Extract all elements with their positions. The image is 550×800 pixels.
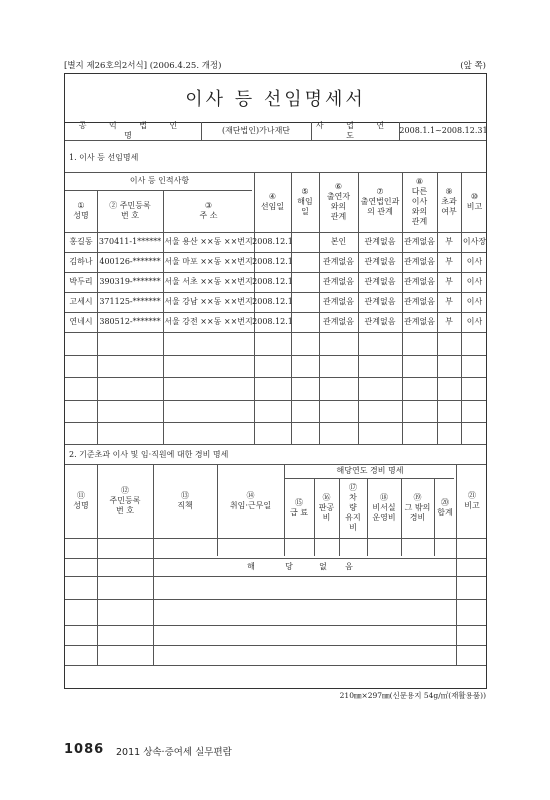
cell-id: 390319-*******: [99, 277, 161, 286]
cell-excess: 부: [445, 317, 453, 326]
cell-rel-other: 관계없음: [404, 257, 435, 266]
form-number: [별지 제26호의2서식] (2006.4.25. 개정): [64, 61, 222, 71]
cell-rel-corp: 관계없음: [364, 277, 396, 286]
cell-dismissed: [291, 312, 319, 332]
col-name-header: ① 성명: [73, 201, 89, 220]
col-address-header: ③ 주 소: [199, 201, 218, 220]
cell-rel-corp: 관계없음: [364, 297, 396, 306]
cell-appointed: 2008.12.1: [252, 237, 293, 246]
col-rel-other-header: ⑧ 다른 이사 와의 관계: [411, 177, 428, 226]
cell-note: 이사: [466, 297, 483, 306]
none-char-1: 해: [247, 562, 255, 571]
corp-name-label: 공 익 법 인 명: [78, 121, 188, 140]
corp-name-value: (재단법인)가나재단: [221, 126, 291, 135]
cell-rel-corp: 관계없음: [364, 237, 396, 246]
none-char-4: 음: [345, 562, 353, 571]
col-total-header: ⑳ 합계: [437, 498, 453, 517]
cell-rel-other: 관계없음: [404, 297, 435, 306]
cell-dismissed: [291, 292, 319, 312]
cell-rel-other: 관계없음: [404, 317, 435, 326]
cell-rel-corp: 관계없음: [364, 317, 396, 326]
cell-address: 서울 서초 ××동 ××번지: [164, 277, 253, 286]
cell-name: 김하나: [69, 257, 93, 266]
cell-excess: 부: [445, 297, 453, 306]
cell-dismissed: [291, 252, 319, 272]
cell-dismissed: [291, 232, 319, 252]
cell-id: 400126-*******: [99, 257, 161, 266]
page-side-label: (앞 쪽): [460, 61, 486, 71]
col-id-header: ② 주민등록 번 호: [109, 201, 151, 220]
col-rel-founder-header: ⑥ 출연자 와의 관계: [326, 182, 351, 221]
appointment-form: [64, 73, 487, 689]
cell-name: 연네시: [69, 317, 93, 326]
cell-id: 370411-1******: [98, 237, 162, 246]
cell-name: 박두리: [69, 277, 93, 286]
cell-rel-other: 관계없음: [404, 277, 435, 286]
cell-appointed: 2008.12.1: [252, 297, 293, 306]
cell-appointed: 2008.12.1: [252, 317, 293, 326]
col-name2-header: ⑪ 성명: [73, 491, 89, 510]
fiscal-year-value: 2008.1.1~2008.12.31: [399, 126, 488, 135]
col-salary-header: ⑮ 급 료: [290, 498, 308, 517]
section1-title: 1. 이사 등 선임명세: [69, 153, 139, 162]
col-dismissed-header: ⑤ 해임 일: [297, 187, 313, 216]
cell-note: 이사장: [462, 237, 487, 246]
expense-group-header: 해당연도 경비 명세: [336, 466, 404, 475]
cell-rel-founder: 관계없음: [323, 257, 354, 266]
book-title: 2011 상속·증여세 실무편람: [116, 747, 232, 758]
cell-excess: 부: [445, 257, 453, 266]
col-expense-account-header: ⑯ 판공 비: [318, 493, 335, 522]
cell-rel-founder: 관계없음: [323, 317, 354, 326]
cell-rel-other: 관계없음: [404, 237, 435, 246]
cell-excess: 부: [445, 237, 453, 246]
cell-note: 이사: [466, 277, 483, 286]
cell-dismissed: [291, 272, 319, 292]
col-secretary-header: ⑱ 비서실 운영비: [372, 493, 396, 522]
cell-appointed: 2008.12.1: [252, 257, 293, 266]
section2-title: 2. 기준초과 이사 및 임·직원에 대한 경비 명세: [69, 450, 229, 459]
cell-note: 이사: [466, 257, 483, 266]
col-rel-corp-header: ⑦ 출연법인과 의 관계: [360, 187, 400, 216]
col-vehicle-header: ⑰ 차 량 유지 비: [345, 483, 361, 532]
cell-rel-founder: 관계없음: [323, 277, 354, 286]
col-appointed-header: ④ 선임일: [260, 192, 285, 211]
cell-excess: 부: [445, 277, 453, 286]
cell-rel-founder: 본인: [330, 237, 347, 246]
cell-id: 380512-*******: [99, 317, 161, 326]
none-char-2: 당: [285, 562, 293, 571]
cell-rel-founder: 관계없음: [323, 297, 354, 306]
col-position-header: ⑬ 직책: [177, 491, 193, 510]
cell-id: 371125-*******: [99, 297, 161, 306]
none-char-3: 없: [319, 562, 327, 571]
personal-info-header: 이사 등 인적사항: [129, 176, 190, 185]
page-number: 1086: [64, 742, 105, 757]
paper-spec: 210㎜×297㎜(신문용지 54g/㎡(재활용품)): [339, 691, 486, 700]
col-note2-header: ㉑ 비고: [464, 491, 480, 510]
col-note-header: ⑩ 비고: [466, 192, 483, 211]
cell-name: 고세시: [69, 297, 93, 306]
fiscal-year-label: 사 업 연 도: [315, 121, 395, 140]
cell-note: 이사: [466, 317, 483, 326]
cell-appointed: 2008.12.1: [252, 277, 293, 286]
col-inaugural-header: ⑭ 취임·근무일: [229, 491, 272, 510]
cell-address: 서울 마포 ××동 ××번지: [164, 257, 253, 266]
cell-address: 서울 강전 ××동 ××번지: [164, 317, 253, 326]
form-title: 이사 등 선임명세서: [65, 74, 486, 123]
col-excess-header: ⑨ 초과 여부: [441, 187, 457, 216]
cell-address: 서울 강남 ××동 ××번지: [164, 297, 253, 306]
col-other-exp-header: ⑲ 그 밖의 경비: [404, 493, 431, 522]
col-id2-header: ⑫ 주민등록 번 호: [109, 486, 141, 515]
cell-address: 서울 용산 ××동 ××번지: [164, 237, 253, 246]
cell-rel-corp: 관계없음: [364, 257, 396, 266]
cell-name: 홍길동: [69, 237, 93, 246]
